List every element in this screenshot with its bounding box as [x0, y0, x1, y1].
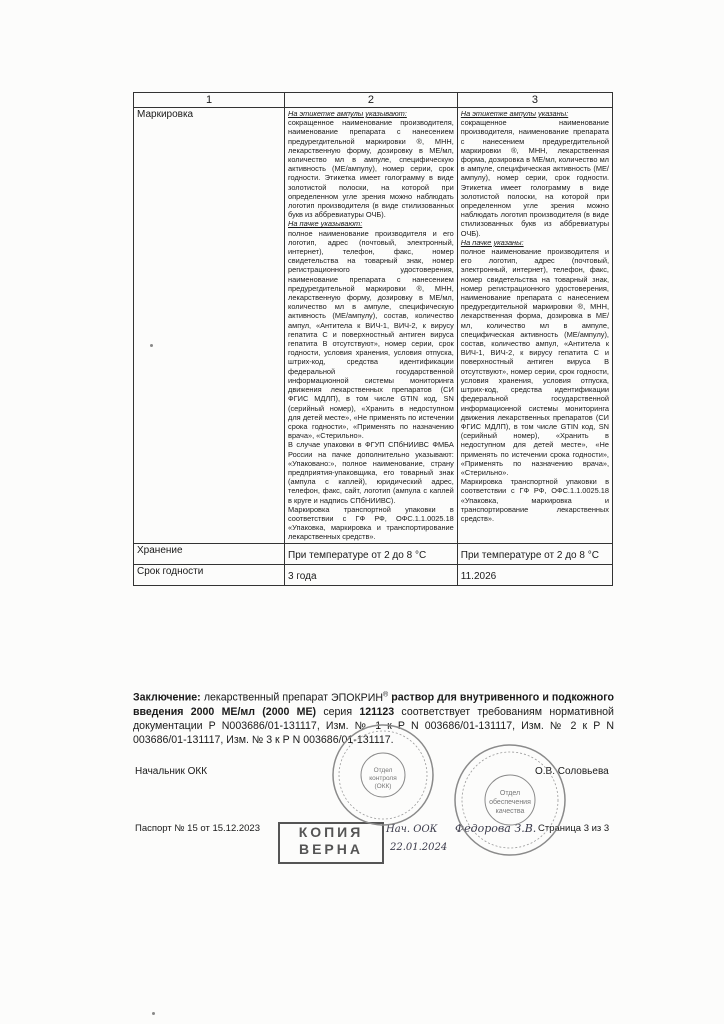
product-name: ЭПОКРИН®: [331, 691, 389, 704]
pack-title-req: На пачке указывают:: [288, 219, 363, 229]
left-round-stamp: [330, 722, 436, 828]
svg-text:обеспечения: обеспечения: [489, 799, 531, 806]
packer-text-req: В случае упаковки в ФГУП СПбНИИВС ФМБА России на пачке дополнительно указывают: «Упаковано:», полное наименование, страну предприятия-упаковщика, его товарный знак (ампула с каплей), юридический адрес, телефон, факс, сайт, логотип (ампула с каплей в круге и надпись СПбНИИВС).: [288, 440, 454, 505]
conclusion-text-d: соответствует требованиям нормативной документации Р N003686/01-131117, Изм. № 1 к Р N 003686/01-131117, Изм. № 2 к Р N 003686/01-131117, Изм. № 3 к Р N 003686/01-131117.: [133, 705, 614, 746]
storage-result: При температуре от 2 до 8 °С: [460, 549, 599, 561]
storage-label: Хранение: [137, 544, 183, 556]
svg-text:контроля: контроля: [369, 775, 397, 782]
product-form: раствор для внутривенного и подкожного введения 2000 МЕ/мл (2000 МЕ): [133, 691, 614, 718]
shelf-life-label: Срок годности: [137, 565, 204, 577]
table-header-row: [134, 93, 613, 108]
ampoule-text-req: сокращенное наименование производителя, наименование препарата с нанесением предурегдительной маркировки ®, МНН, лекарственную форму, дозировку в МЕ/мл, количество мл в ампуле, специфическую активность (МЕ/ампулу), номер серии, срок годности. Этикетка имеет голограмму в виде золотистой полоски, на которой при определенном угле зрения можно наблюдать логотип производителя (в виде стилизованных букв из аббревиатуры ОЧБ).: [288, 118, 454, 220]
ampoule-title-res: На этикетке ампулы указаны:: [460, 109, 569, 118]
svg-text:Отдел: Отдел: [499, 790, 521, 797]
head-name: О.В. Соловьева: [535, 766, 609, 777]
handwritten-date: 22.01.2024: [390, 842, 448, 853]
svg-text:(ОКК): (ОКК): [374, 783, 392, 790]
page-number: Страница 3 из 3: [538, 823, 610, 834]
ampoule-title-req: На этикетке ампулы указывают:: [288, 109, 407, 118]
handwritten-name: Федорова З.В.: [455, 822, 537, 835]
handwritten-position: Нач. ООК: [386, 824, 438, 835]
spec-table: [133, 92, 613, 586]
transport-text-res: Маркировка транспортной упаковки в соответствии с ГФ РФ, ОФС.1.1.0025.18 «Упаковка, маркировка и транспортирование лекарственных средств».: [460, 477, 609, 523]
passport-number: Паспорт № 15 от 15.12.2023: [135, 823, 261, 834]
shelf-life-result: 11.2026: [460, 570, 497, 582]
transport-text-req: Маркировка транспортной упаковки в соответствии с ГФ РФ, ОФС.1.1.0025.18 «Упаковка, маркировка и транспортирование лекарственных средств».: [288, 504, 454, 542]
header-col-2: 2: [285, 93, 458, 108]
table-row-shelf-life: [134, 564, 613, 585]
marking-results: [461, 109, 609, 523]
table-row-storage: [134, 543, 613, 564]
series-number: 121123: [359, 705, 395, 718]
conclusion-lead: Заключение:: [133, 691, 201, 704]
marking-requirements: [288, 109, 454, 542]
pack-text-res: полное наименование производителя и его логотип, адрес (почтовый, электронный, интернет), телефон, факс, номер свидетельства на товарный знак, номер регистрационного удостоверения, наименование препарата с нанесением предурегдительной маркировки ®, МНН, лекарственная форма, дозировка в МЕ/мл, количество мл в ампуле, специфическая активность (МЕ/ампулу), состав, количество ампул, «Антитела к ВИЧ-1, ВИЧ-2, к вирусу гепатита С и поверхностный антиген вируса В отсутствуют», номер серии, срок годности, условия хранения, условия отпуска, штрих-код, средства идентификации федеральной государственной информационной системы мониторинга движения лекарственных препаратов (СИ ФГИС МДЛП), в том числе GTIN код, SN (серийный номер), «Хранить в недоступном для детей месте», «Не применять по истечении срока годности», «Применять по назначению врача», «Стерильно».: [460, 247, 609, 477]
storage-requirement: При температуре от 2 до 8 °С: [288, 549, 427, 561]
pack-text-req: полное наименование производителя и его логотип, адрес (почтовый, электронный, интернет), телефон, факс, номер свидетельства на товарный знак, номер регистрационного удостоверения, наименование препарата с нанесением предурегдительной маркировки ®, МНН, лекарственную форму, дозировку в МЕ/мл, количество мл в ампуле, специфическую активность (МЕ/ампулу), состав, количество ампул, «Антитела к ВИЧ-1, ВИЧ-2, к вирусу гепатита С и поверхностный антиген вируса гепатита В отсутствуют», номер серии, срок годности, условия хранения, условия отпуска, штрих-код, средства идентификации федеральной государственной информационной системы мониторинга движения лекарственных препаратов (СИ ФГИС МДЛП), в том числе GTIN код, SN (серийный номер), «Хранить в недоступном для детей месте», «Не применять по истечении срока годности», «Применять по назначению врача», «Стерильно».: [288, 228, 454, 441]
pack-title-res: На пачке указаны:: [460, 237, 524, 247]
svg-text:качества: качества: [495, 808, 525, 815]
header-col-3: 3: [457, 93, 612, 108]
conclusion-text-a: лекарственный препарат: [203, 691, 328, 704]
table-row-marking: [134, 108, 613, 544]
scan-speck: [152, 1012, 155, 1015]
header-col-1: 1: [134, 93, 285, 108]
scan-speck: [150, 344, 153, 347]
right-round-stamp: [452, 742, 568, 858]
conclusion-text-c: серия: [323, 705, 353, 718]
shelf-life-requirement: 3 года: [288, 570, 317, 582]
copy-certified-stamp: КОПИЯ ВЕРНА: [278, 822, 384, 864]
left-stamp-text: Отдел: [373, 767, 393, 774]
ampoule-text-res: сокращенное наименование производителя, наименование препарата с нанесением предурегдительной маркировки ®, МНН, лекарственная форма, дозировка в МЕ/мл, количество мл в ампуле, специфическая активность (МЕ/ампулу), номер серии, срок годности. Этикетка имеет голограмму в виде золотистой полоски, на которой при определенном угле зрения можно наблюдать логотип производителя (в виде стилизованных букв из аббревиатуры ОЧБ).: [460, 118, 609, 238]
marking-label: Маркировка: [137, 109, 194, 120]
head-title: Начальник ОКК: [135, 766, 208, 777]
